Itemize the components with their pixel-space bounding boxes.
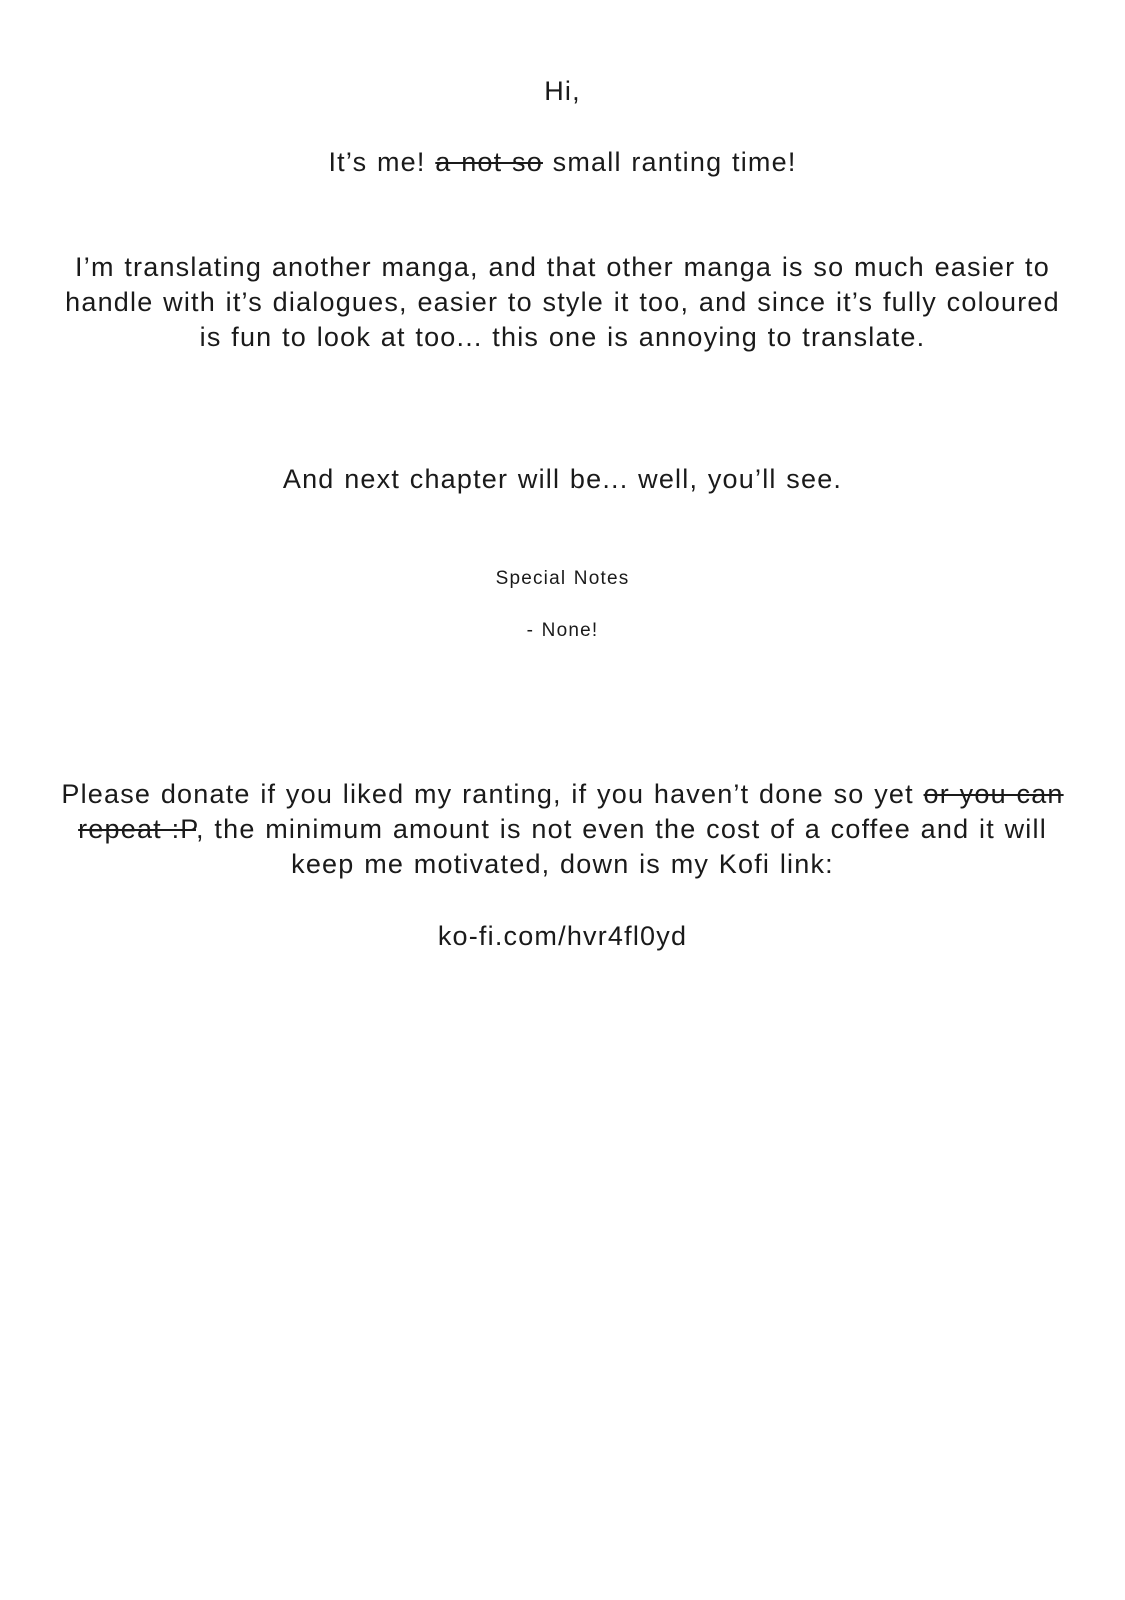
- intro-struck-text: a not so: [435, 147, 543, 177]
- intro-text: It’s me!: [328, 147, 436, 177]
- special-notes-title: Special Notes: [495, 568, 630, 589]
- special-notes-item: - None!: [526, 620, 599, 641]
- intro-line: [40, 145, 1085, 180]
- donate-paragraph: [55, 777, 1070, 882]
- next-chapter-line: And next chapter will be... well, you’ll see.: [282, 464, 843, 494]
- donate-text: Please donate if you liked my ranting, if you haven’t done so yet: [61, 779, 924, 809]
- donate-struck-text: or you can repeat :P: [78, 779, 1064, 844]
- donate-text-end: , the minimum amount is not even the cost of a coffee and it will keep me motivated, down is my Kofi link:: [196, 814, 1047, 879]
- intro-text-end: small ranting time!: [542, 147, 797, 177]
- greeting: Hi,: [544, 76, 581, 106]
- kofi-link: ko-fi.com/hvr4fl0yd: [437, 921, 688, 951]
- rant-paragraph: I’m translating another manga, and that other manga is so much easier to handle with it’s dialogues, easier to style it too, and since it’s fully coloured is fun to look at too... this one is annoying to translate.: [65, 252, 1060, 352]
